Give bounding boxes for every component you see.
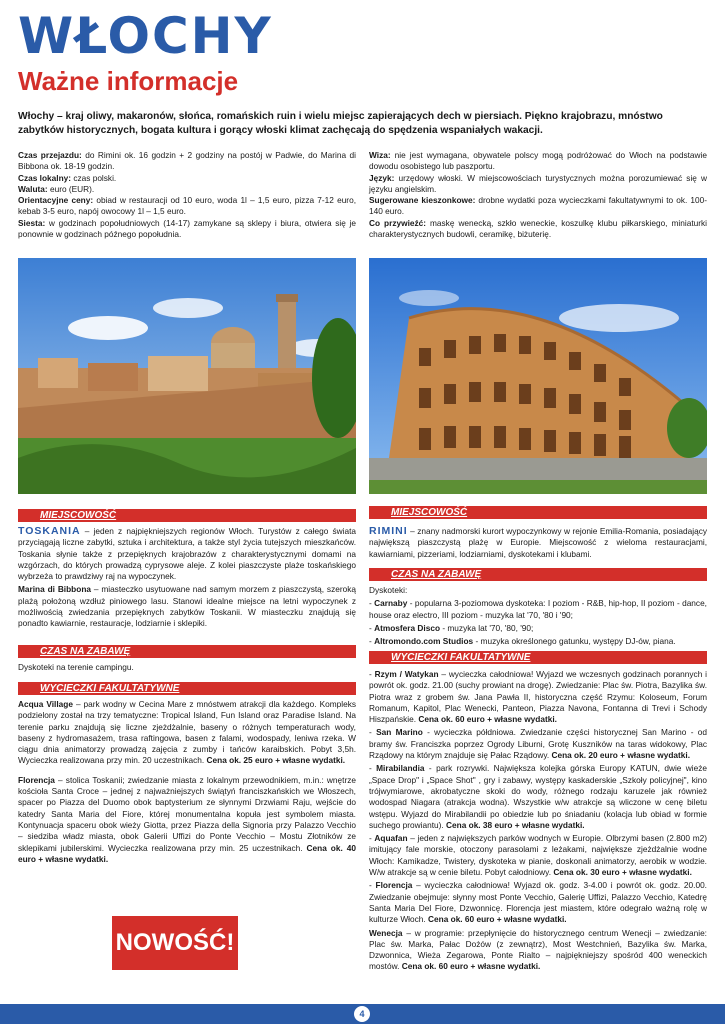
info-travel-time: Czas przejazdu: do Rimini ok. 16 godzin + 2 godziny na postój w Padwie, do Marina di Bibbona ok. 18-19 godzin. <box>18 150 356 172</box>
florencja-left-paragraph: Florencja – stolica Toskanii; zwiedzanie miasta z lokalnym przewodnikiem, m.in.: wnętrze kościoła Santa Croce – jednej z najważniejszych świątyń franciszkańskich we Włoszech, spacer po Piazza del Duomo obok baptysterium ze słynnymi Drzwiami Raju, wejście do katedry Santa Maria del Fiore, której monumentalna kopuła jest symbolem miasta. Kontynuacja spaceru obok wieży Giotta, przez Piazza della Signoria przy Palazzo Vecchio – siedziba władz miasta, obok Galerii Uffizi do Ponte Vecchio – Mostu Złotników ze sklepikami jubilerskimi. Wycieczka realizowana przy min. 25 uczestnikach. Cena ok. 40 euro + własne wydatki. <box>18 774 356 864</box>
new-badge: NOWOŚĆ! <box>112 916 238 970</box>
left-section-bar-place: MIEJSCOWOŚĆ <box>18 509 356 522</box>
page-subtitle: Ważne informacje <box>18 66 239 96</box>
right-section-bar-trips: WYCIECZKI FAKULTATYWNE <box>369 651 707 664</box>
tuscany-photo <box>18 258 356 494</box>
info-souvenirs: Co przywieźć: maskę wenecką, szkło weneckie, koszulkę klubu piłkarskiego, miniaturki charakterystycznych budowli, ceramikę, biżuterię. <box>369 217 707 240</box>
acqua-paragraph: Acqua Village – park wodny w Cecina Mare z mnóstwem atrakcji dla każdego. Kompleks podzielony został na trzy tematyczne: Tropical Island, Fun Island oraz Paradise Island. Na terenie parku znajdują się liczne zjeżdżalnie, baseny o różnych temperaturach wody, baseny z hydromasażem, trasa raftingowa, basen z falami, wodospady, leniwa rzeka. W ciągu dnia animatorzy prowadzą zajęcia z zumby i tańców karaibskich. Pobyt 3,5h. Wycieczka realizowana przy min. 20 uczestnikach. Cena ok. 25 euro + własne wydatki. <box>18 699 356 766</box>
mirabilandia-item: - Mirabilandia - park rozrywki. Największa kolejka górska Europy KATUN, dwie wieże „Space Drop" i „Space Shot" , gry i zabawy, występy kaskaderskie „Szkoły policyjnej", kino trójwymiarowe, akrobatyczne skoki do wody, różnego rodzaju karuzele jak również wodospad Niagara (atrakcja wodna). Wszystkie w/w atrakcje są wliczone w cenę biletu wstępu. Wyjazd do Mirabilandii po obiedzie lub po śniadaniu (kolacja lub obiad w formie suchego prowiantu). Cena ok. 38 euro + własne wydatki. <box>369 763 707 830</box>
atmosfera-item: - Atmosfera Disco - muzyka lat '70, '80, '90; <box>369 622 534 633</box>
rimini-paragraph: RIMINI – znany nadmorski kurort wypoczynkowy w rejonie Emilia-Romania, posiadający największą piaszczystą plażę w Europie. Miejscowość z wieloma restauracjami, kawiarniami, pizzeriami, lodziarniami, dyskotekami i klubami. <box>369 525 707 559</box>
left-section-bar-trips: WYCIECZKI FAKULTATYWNE <box>18 682 356 695</box>
florencja-right-item: - Florencja – wycieczka całodniowa! Wyjazd ok. godz. 3-4.00 i powrót ok. godz. 20.00. Zwiedzanie obejmuje: słynny most Ponte Vecchio, Galerię Uffizi, Palazzo Vecchio, Katedrę Santa Maria Del Fiore, Dzwonnicę. Florencja jest miastem, które odegrało ważną rolę w kulturze Włoch. Cena ok. 60 euro + własne wydatki. <box>369 880 707 925</box>
rzym-item: - Rzym / Watykan – wycieczka całodniowa! Wyjazd we wczesnych godzinach porannych i powrót ok. godz. 21.00 (suchy prowiant na drogę). Zwiedzanie: Plac św. Piotra, Bazylika św. Piotra wraz z grobem św. Jana Pawła II, historyczna część Rzymu: Koloseum, Forum Romanum, Kapitol, Plac Wenecki, Panteon, Piazza Navona, Fontanna di Trevi i Schody Hiszpańskie. Cena ok. 60 euro + własne wydatki. <box>369 669 707 725</box>
page-title: WŁOCHY <box>18 7 273 65</box>
info-local-time: Czas lokalny: czas polski. <box>18 172 117 183</box>
info-language: Język: urzędowy włoski. W miejscowościach turystycznych można porozumiewać się w języku angielskim. <box>369 172 707 194</box>
right-fun-section <box>369 585 707 649</box>
info-visa: Wiza: nie jest wymagana, obywatele polscy mogą podróżować do Włoch na podstawie dowodu osobistego lub paszportu. <box>369 150 707 172</box>
right-section-bar-fun: CZAS NA ZABAWĘ <box>369 568 707 581</box>
altromondo-item: - Altromondo.com Studios - muzyka określonego gatunku, występy DJ-ów, piana. <box>369 636 676 647</box>
page-number: 4 <box>354 1006 370 1022</box>
sanmarino-item: - San Marino - wycieczka półdniowa. Zwiedzanie części historycznej San Marino - od bramy św. Franciszka poprzez Ogrody Liburni, Grotę Kuszników na taras widokowy, Plac Rządowy na którym znajduje się Pałac Rządowy. Cena ok. 20 euro + własne wydatki. <box>369 727 707 761</box>
left-fun-text: Dyskoteki na terenie campingu. <box>18 662 134 672</box>
left-section-bar-fun: CZAS NA ZABAWĘ <box>18 645 356 658</box>
left-place-section <box>18 526 356 632</box>
info-siesta: Siesta: w godzinach popołudniowych (14-17) zamykane są sklepy i biura, otwiera się je ponownie w godzinach późnego popołudnia. <box>18 217 356 240</box>
intro-text: Włochy – kraj oliwy, makaronów, słońca, romańskich ruin i wielu miejsc zapierających dech w piersiach. Piękno krajobrazu, mnóstwo zabytków historycznych, bogata kultura i gorący włoski klimat zachęcają do spędzenia wspaniałych wakacji. <box>18 111 663 136</box>
info-pocket-money: Sugerowane kieszonkowe: drobne wydatki poza wycieczkami fakultatywnymi to ok. 100-140 euro. <box>369 195 707 217</box>
right-place-section <box>369 526 707 562</box>
disco-intro: Dyskoteki: <box>369 585 408 595</box>
colosseum-photo <box>369 258 707 494</box>
info-left-column <box>18 150 356 240</box>
info-right-column <box>369 150 707 240</box>
info-currency: Waluta: euro (EUR). <box>18 183 95 194</box>
carnaby-item: - Carnaby - popularna 3-poziomowa dyskoteka: I poziom - R&B, hip-hop, II poziom - dance, house oraz electro, III poziom - muzyka lat '70, '80 i '90; <box>369 598 707 620</box>
aquafan-item: - Aquafan – jeden z największych parków wodnych w Europie. Olbrzymi basen (2.800 m2) imitujący fale morskie, otoczony parasolami z leżakami, największe zjeżdżalnie wodne Włoch: Kamikadze, Twistery, dyskoteka w pianie, doskonali animatorzy, aerobik w wodzie. W/w atrakcje są w cenie biletu. Pobyt całodniowy. Cena ok. 30 euro + własne wydatki. <box>369 833 707 878</box>
right-section-bar-place: MIEJSCOWOŚĆ <box>369 506 707 519</box>
left-trips-section <box>18 699 356 867</box>
right-trips-section <box>369 669 707 975</box>
wenecja-item: Wenecja – w programie: przepłynięcie do historycznego centrum Wenecji – zwiedzanie: Plac św. Marka, Pałac Dożów (z zewnątrz), Most Westchnień, Bazylika św. Marka, Dzwonnica, Wieża Zegarowa, Ponte Rialto – najpiękniejszy spośród 400 weneckich mostów. Cena ok. 60 euro + własne wydatki. <box>369 927 707 972</box>
toskania-paragraph: TOSKANIA – jeden z najpiękniejszych regionów Włoch. Turystów z całego świata przyciągają liczne zabytki, sztuka i architektura, a także styl życia tutejszych mieszkańców. Toskania słynie także z przepięknych krajobrazów z charakterystycznymi domami na wzgórzach, do których prowadzą cyprysowe aleje. Z kolei piaszczyste plaże toskańskiego wybrzeża to prawdziwy raj na wypoczynek. <box>18 525 356 582</box>
info-prices: Orientacyjne ceny: obiad w restauracji od 10 euro, woda 1l – 1,5 euro, pizza 7-12 euro, kebab 3-5 euro, napój owocowy 1l – 1,5 euro. <box>18 195 356 217</box>
bibbona-paragraph: Marina di Bibbona – miasteczko usytuowane nad samym morzem z piaszczystą, szeroką plażą położoną wzdłuż piniowego lasu. Stanowi idealne miejsce na letni wypoczynek z możliwością zwiedzania przepięknych zabytków Toskanii. W miasteczku znajdują się ponadto kawiarnie, restauracje, lodziarnie i sklepiki. <box>18 584 356 629</box>
